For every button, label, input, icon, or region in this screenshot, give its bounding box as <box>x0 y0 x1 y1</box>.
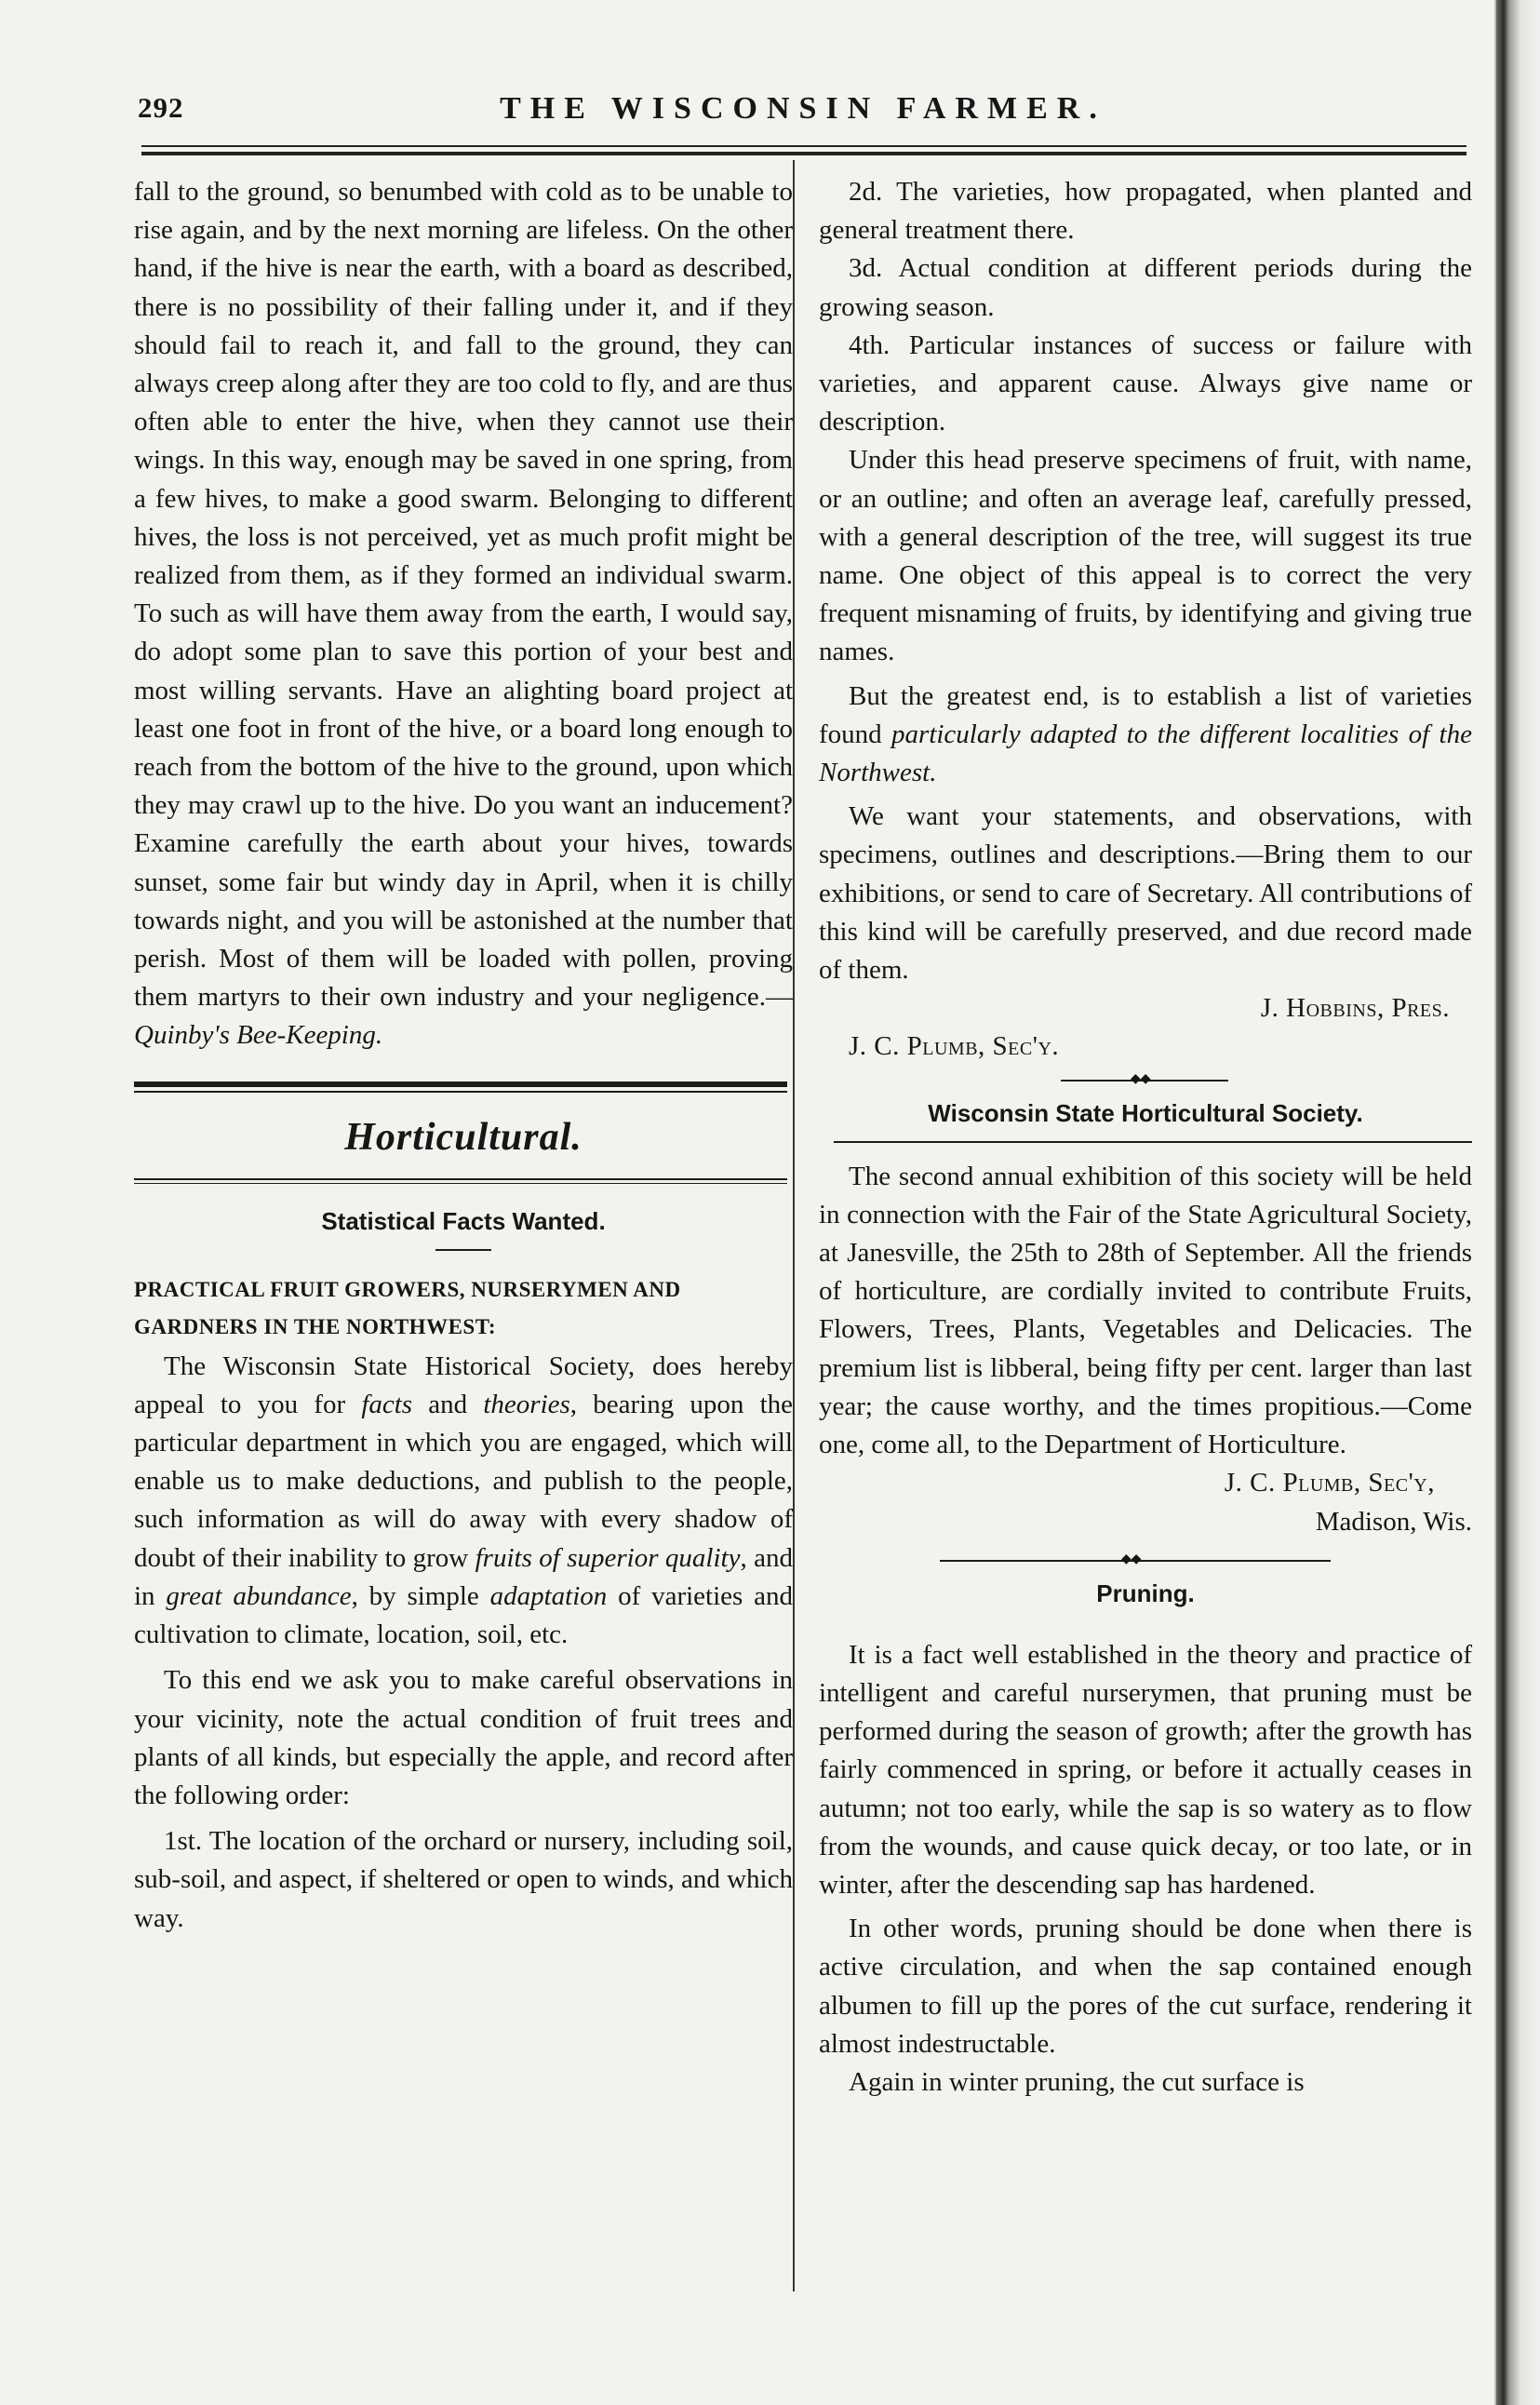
society-location: Madison, Wis. <box>1315 1506 1472 1537</box>
list-item-third: 3d. Actual condition at different periods during the growing season. <box>819 253 1472 322</box>
article-title-statistical-facts: Statistical Facts Wanted. <box>321 1206 606 1235</box>
article-address-line: PRACTICAL FRUIT GROWERS, NURSERYMEN AND GARDNERS IN THE NORTHWEST: <box>134 1277 681 1338</box>
page-header <box>138 91 1468 138</box>
department-rule <box>134 1178 787 1180</box>
short-rule <box>435 1249 491 1251</box>
list-item-first: 1st. The location of the orchard or nursery, including soil, sub-soil, and aspect, if sheltered or open to winds, and which way. <box>134 1826 793 1933</box>
department-rule-thin <box>134 1183 787 1184</box>
observation-paragraph: To this end we ask you to make careful observations in your vicinity, note the actual condition of fruit trees and plants of all kinds, but especially the apple, and record after the following order: <box>134 1665 793 1810</box>
society-paragraph: The second annual exhibition of this society will be held in connection with the Fair of the State Agricultural Society, at Janesville, the 25th to 28th of September. All the friends of horticulture, are cordially invited to contribute Fruits, Flowers, Trees, Plants, Vegetables and Delicacies. The premium list is libberal, being fifty per cent. larger than last year; the cause worthy, and the times propitious.—Come one, come all, to the Department of Horticulture. <box>819 1161 1472 1460</box>
president-signature: J. Hobbins, Pres. <box>1260 993 1450 1024</box>
scan-page-edge <box>1496 0 1540 2405</box>
section-rule-thin <box>134 1091 787 1093</box>
society-rule <box>834 1141 1472 1143</box>
appeal-paragraph: The Wisconsin State Historical Society, does hereby appeal to you for facts and theories, bearing upon the particular department in which you are engaged, which will enable us to make deductions, and publish to the people, such information as will do away with every shadow of doubt of their inability to grow fruits of superior quality, and in great abundance, by simple adaptation of varieties and cultivation to climate, location, soil, etc. <box>134 1350 794 1650</box>
column-divider <box>793 160 795 2291</box>
list-item-fourth: 4th. Particular instances of success or failure with varieties, and apparent cause. Always give name or description. <box>819 329 1472 437</box>
pruning-paragraph-3: Again in winter pruning, the cut surface is <box>849 2066 1305 2097</box>
list-item-second: 2d. The varieties, how propagated, when planted and general treatment there. <box>819 177 1472 246</box>
secretary-signature: J. C. Plumb, Sec'y. <box>849 1031 1060 1062</box>
section-rule-thick <box>134 1082 787 1087</box>
bee-source-citation: Quinby's Bee-Keeping. <box>134 1020 383 1051</box>
pruning-paragraph-2: In other words, pruning should be done when there is active circulation, and when the sap contained enough albumen to fill up the pores of the cut surface, rendering it almost indestructable. <box>819 1914 1472 2059</box>
article-title-pruning: Pruning. <box>1096 1579 1195 1607</box>
publication-title: THE WISCONSIN FARMER. <box>500 91 1106 126</box>
specimens-paragraph: Under this head preserve specimens of fruit, with name, or an outline; and often an average leaf, carefully pressed, with a general description of the tree, will suggest its true name. One object of this appeal is to correct the very frequent misnaming of fruits, by identifying and giving true names. <box>819 445 1472 667</box>
bee-keeping-paragraph: fall to the ground, so benumbed with cold as to be unable to rise again, and by the next morning are lifeless. On the other hand, if the hive is near the earth, with a board as described, there is no possibility of their falling under it, and if they should fail to reach it, and fall to the ground, they can always creep along after they are too cold to fly, and are thus often able to enter the hive, when they cannot use their wings. In this way, enough may be saved in one spring, from a few hives, to make a good swarm. Belonging to different hives, the loss is not perceived, yet as much profit might be realized from them, as if they formed an individual swarm. To such as will have them away from the earth, I would say, do adopt some plan to save this portion of your best and most willing servants. Have an alighting board project at least one foot in front of the hive, or a board long enough to reach from the bottom of the hive to the ground, upon which they may crawl up to the hive. Do you want an inducement? Examine carefully the earth about your hives, towards sunset, some fair but windy day in April, when it is chilly towards night, and you will be astonished at the number that perish. Most of them will be loaded with pollen, proving them martyrs to their own industry and your negligence.—Quinby's Bee-Keeping. <box>134 177 793 1051</box>
pruning-paragraph-1: It is a fact well established in the theory and practice of intelligent and careful nurserymen, that pruning must be performed during the season of growth; after the growth has fairly commenced in spring, or before it actually ceases in autumn; not too early, while the sap is so watery as to flow from the wounds, and cause quick decay, or too late, or in winter, after the descending sap has hardened. <box>819 1639 1472 1900</box>
article-title-horticultural-society: Wisconsin State Horticultural Society. <box>928 1098 1363 1127</box>
department-heading: Horticultural. <box>344 1115 583 1159</box>
ornamental-separator: ◆◆ <box>819 1547 1472 1575</box>
right-column <box>819 173 1472 2102</box>
page-number: 292 <box>138 91 184 124</box>
statements-paragraph: We want your statements, and observations, with specimens, outlines and descriptions.—Bring them to our exhibitions, or send to care of Secretary. All contributions of this kind will be carefully preserved, and due record made of them. <box>819 801 1472 986</box>
left-column <box>134 173 793 1938</box>
header-rule-thin <box>141 145 1466 147</box>
ornamental-separator: ◆◆ <box>819 1067 1472 1095</box>
greatest-end-paragraph: But the greatest end, is to establish a list of varieties found particularly adapted to the different localities of the Northwest. <box>819 680 1472 788</box>
header-rule-thick <box>141 152 1466 155</box>
society-secretary-signature: J. C. Plumb, Sec'y, <box>1224 1468 1435 1498</box>
